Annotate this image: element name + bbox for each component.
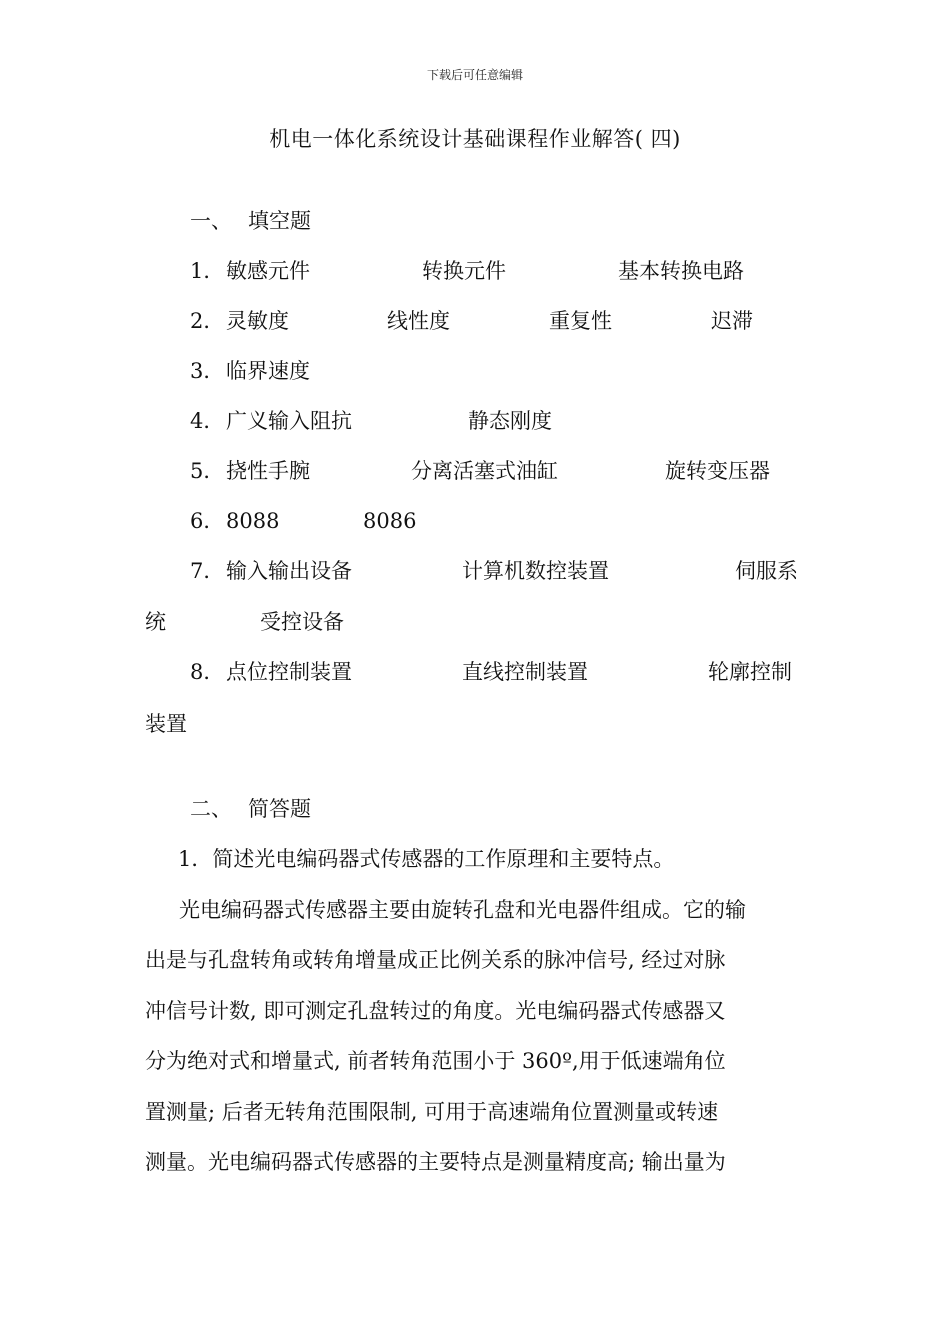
answer: 灵敏度 <box>226 309 289 333</box>
answer: 转换元件 <box>422 259 506 283</box>
answer: 输入输出设备 <box>226 559 352 583</box>
answer: 迟滞 <box>711 309 753 333</box>
answer: 临界速度 <box>226 359 310 383</box>
item-number: 6． <box>190 509 225 533</box>
answer: 装置 <box>145 712 187 736</box>
answer: 静态刚度 <box>468 409 552 433</box>
answer: 受控设备 <box>260 610 344 634</box>
answer: 点位控制装置 <box>226 660 352 684</box>
item-number: 4． <box>190 409 225 433</box>
section1-title: 填空题 <box>248 209 311 233</box>
section2-number: 二、 <box>190 797 232 821</box>
answer: 重复性 <box>549 309 612 333</box>
answer: 旋转变压器 <box>665 459 770 483</box>
answer: 8088 <box>226 509 280 533</box>
item-number: 5． <box>190 459 225 483</box>
item-number: 7． <box>190 559 225 583</box>
answer-line-1: 光电编码器式传感器主要由旋转孔盘和光电器件组成。它的输 <box>179 898 746 922</box>
section1-number: 一、 <box>190 209 232 233</box>
answer-line-3: 冲信号计数, 即可测定孔盘转过的角度。光电编码器式传感器又 <box>145 999 726 1023</box>
document-title: 机电一体化系统设计基础课程作业解答( 四) <box>269 127 681 151</box>
section2-title: 简答题 <box>248 797 311 821</box>
answer: 挠性手腕 <box>226 459 310 483</box>
item-number: 8． <box>190 660 225 684</box>
answer: 分离活塞式油缸 <box>411 459 558 483</box>
item-number: 2． <box>190 309 225 333</box>
answer: 伺服系 <box>735 559 798 583</box>
answer: 敏感元件 <box>226 259 310 283</box>
question-1: 1．简述光电编码器式传感器的工作原理和主要特点。 <box>178 847 675 871</box>
answer: 直线控制装置 <box>462 660 588 684</box>
answer: 8086 <box>363 509 417 533</box>
answer: 轮廓控制 <box>708 660 792 684</box>
answer: 线性度 <box>387 309 450 333</box>
item-number: 3． <box>190 359 225 383</box>
answer-line-2: 出是与孔盘转角或转角增量成正比例关系的脉冲信号, 经过对脉 <box>145 948 726 972</box>
page-header: 下载后可任意编辑 <box>426 68 523 82</box>
item-number: 1． <box>190 259 225 283</box>
answer: 广义输入阻抗 <box>226 409 352 433</box>
answer: 统 <box>145 610 166 634</box>
answer-line-6: 测量。光电编码器式传感器的主要特点是测量精度高; 输出量为 <box>145 1150 726 1174</box>
answer: 基本转换电路 <box>618 259 744 283</box>
answer-line-4: 分为绝对式和增量式, 前者转角范围小于 360º,用于低速端角位 <box>145 1049 726 1073</box>
answer-line-5: 置测量; 后者无转角范围限制, 可用于高速端角位置测量或转速 <box>145 1100 719 1124</box>
answer: 计算机数控装置 <box>462 559 609 583</box>
